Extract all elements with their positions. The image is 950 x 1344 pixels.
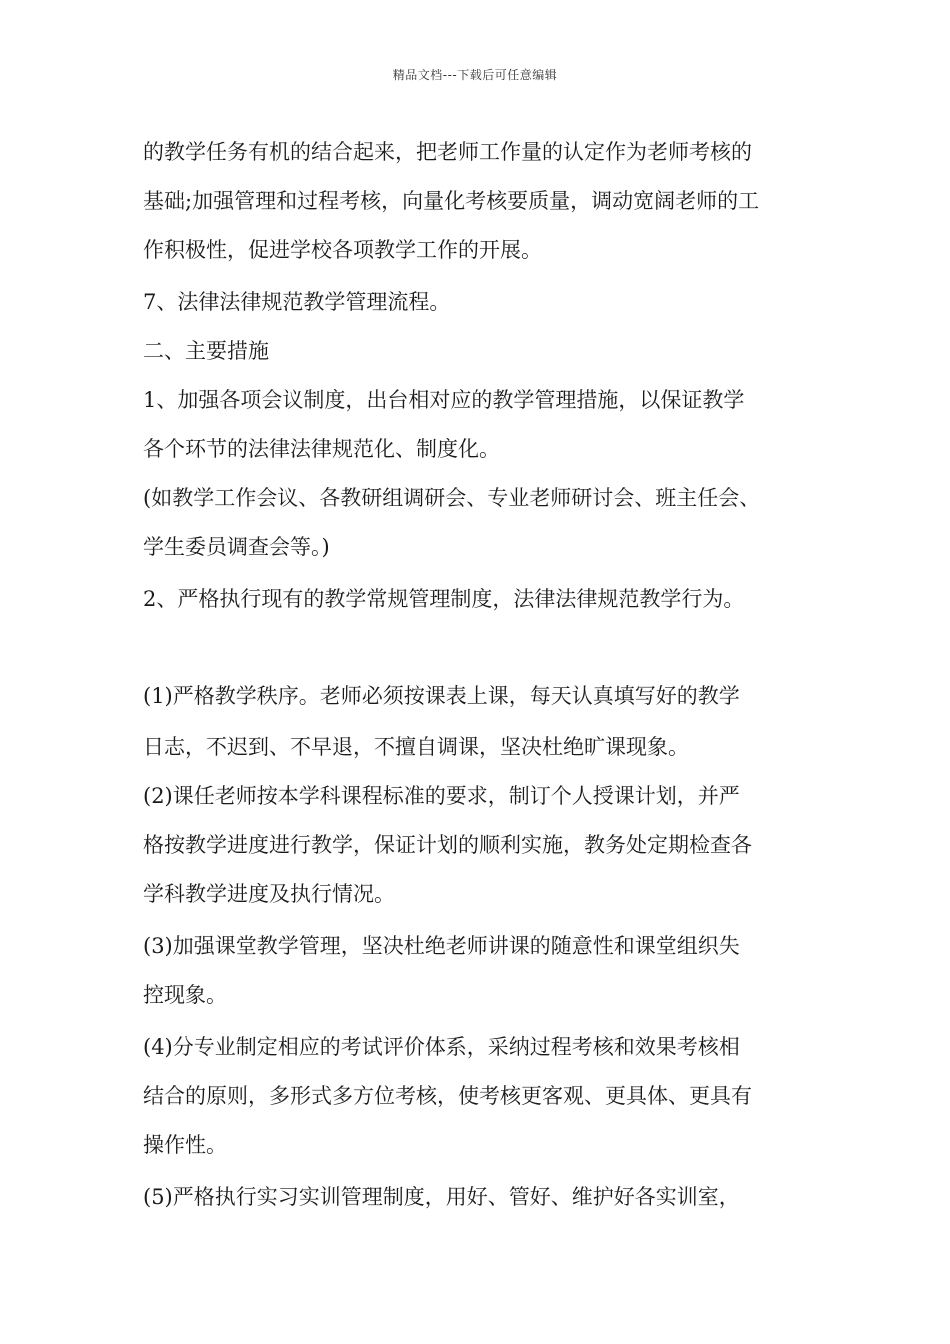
body-line: 格按教学进度进行教学，保证计划的顺利实施，教务处定期检查各 xyxy=(143,833,752,857)
body-line: 1、加强各项会议制度，出台相对应的教学管理措施，以保证教学 xyxy=(143,388,745,412)
body-line: 作积极性，促进学校各项教学工作的开展。 xyxy=(143,238,542,262)
body-line: 2、严格执行现有的教学常规管理制度，法律法律规范教学行为。 xyxy=(143,587,745,611)
body-line: 日志，不迟到、不早退，不擅自调课，坚决杜绝旷课现象。 xyxy=(143,735,689,759)
body-line: (如教学工作会议、各教研组调研会、专业老师研讨会、班主任会、 xyxy=(143,486,761,510)
body-line: 结合的原则，多形式多方位考核，使考核更客观、更具体、更具有 xyxy=(143,1084,752,1108)
body-line: 基础;加强管理和过程考核，向量化考核要质量，调动宽阔老师的工 xyxy=(143,189,760,213)
body-line: 7、法律法律规范教学管理流程。 xyxy=(143,290,451,314)
body-line: 操作性。 xyxy=(143,1133,227,1157)
body-line: (3)加强课堂教学管理，坚决杜绝老师讲课的随意性和课堂组织失 xyxy=(143,934,740,958)
body-line: (2)课任老师按本学科课程标准的要求，制订个人授课计划，并严 xyxy=(143,784,740,808)
body-line: (5)严格执行实习实训管理制度，用好、管好、维护好各实训室， xyxy=(143,1185,740,1209)
body-line: (4)分专业制定相应的考试评价体系，采纳过程考核和效果考核相 xyxy=(143,1035,740,1059)
body-line: (1)严格教学秩序。老师必须按课表上课，每天认真填写好的教学 xyxy=(143,684,740,708)
body-line: 的教学任务有机的结合起来，把老师工作量的认定作为老师考核的 xyxy=(143,140,752,164)
body-line: 各个环节的法律法律规范化、制度化。 xyxy=(143,437,500,461)
body-line: 学科教学进度及执行情况。 xyxy=(143,882,395,906)
body-line: 学生委员调查会等。) xyxy=(143,535,330,559)
page-header: 精品文档---下载后可任意编辑 xyxy=(392,68,558,82)
section-heading: 二、主要措施 xyxy=(143,339,269,363)
body-line: 控现象。 xyxy=(143,983,227,1007)
